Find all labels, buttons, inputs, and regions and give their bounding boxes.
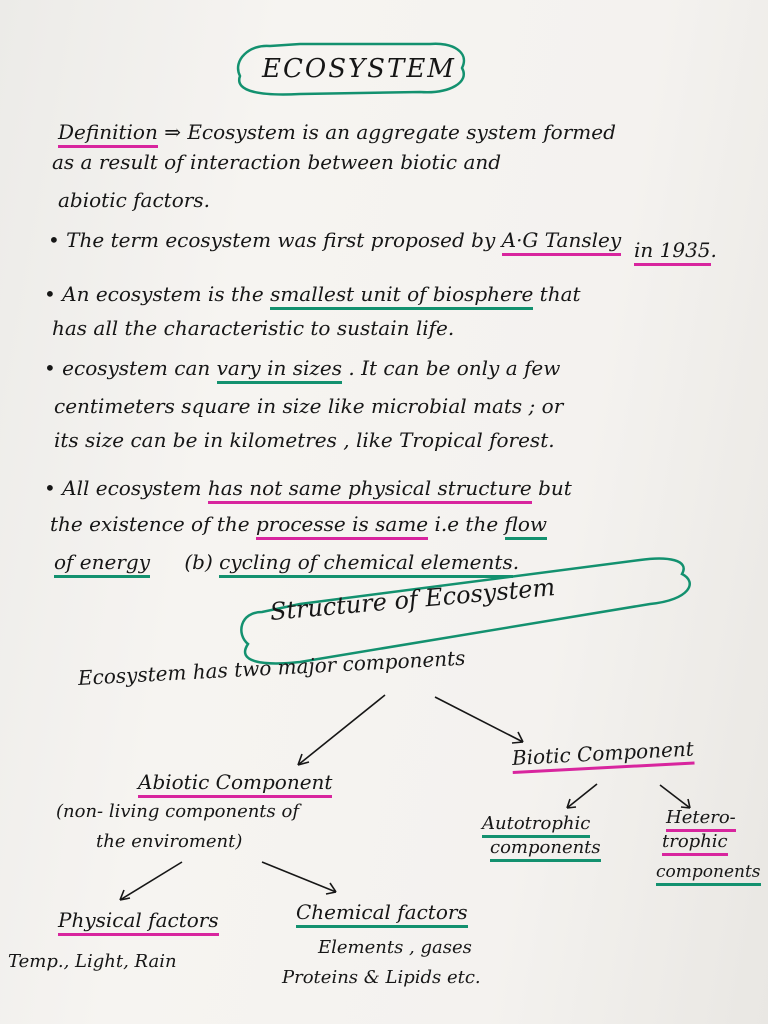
- implies-arrow-icon: ⇒: [164, 120, 181, 144]
- autotrophic-components-text: components: [490, 837, 601, 862]
- point-4-text-d: the existence of the: [50, 512, 250, 536]
- definition-text-3: abiotic factors.: [58, 188, 210, 212]
- autotrophic-text: Autotrophic: [482, 813, 590, 838]
- definition-text-1: Ecosystem is an aggregate system formed: [187, 120, 616, 144]
- point-4-text-a: • All ecosystem: [44, 476, 202, 500]
- physical-structure-phrase: has not same physical structure: [208, 476, 532, 504]
- point-4-text-c: but: [538, 476, 572, 500]
- definition-line-1: [58, 120, 616, 144]
- physical-factors-label: [58, 908, 219, 932]
- point-3-line-2: centimeters square in size like microbial mats ; or: [54, 394, 564, 418]
- smallest-unit-phrase: smallest unit of biosphere: [270, 282, 533, 310]
- autotrophic-label-1: [482, 812, 590, 836]
- heterotrophic-label-1: [666, 806, 736, 830]
- point-4-line-1: [44, 476, 572, 500]
- chemical-factors-label: [296, 900, 468, 924]
- structure-intro: Ecosystem has two major components: [77, 645, 466, 690]
- point-1-year-line: [634, 238, 717, 262]
- arrow-to-autotrophic: [567, 784, 597, 808]
- trophic-text: trophic: [662, 831, 728, 856]
- point-3-text-a: • ecosystem can: [44, 356, 211, 380]
- page-title: ECOSYSTEM: [262, 54, 456, 84]
- chemical-examples-2: Proteins & Lipids etc.: [282, 967, 481, 988]
- definition-text-2: as a result of interaction between biotic and: [52, 150, 502, 174]
- hetero-text: Hetero-: [666, 807, 736, 832]
- flow-word: flow: [505, 512, 548, 540]
- heterotrophic-label-3: [656, 860, 761, 884]
- tansley-name: A·G Tansley: [502, 228, 622, 256]
- point-3-line-3: its size can be in kilometres , like Tropical forest.: [54, 428, 555, 452]
- vary-in-sizes-phrase: vary in sizes: [217, 356, 342, 384]
- point-3-text-c: . It can be only a few: [348, 356, 561, 380]
- point-2-line-2: has all the characteristic to sustain life.: [52, 316, 455, 340]
- point-4-text-f: i.e the: [434, 512, 499, 536]
- chemical-examples-1: Elements , gases: [318, 937, 472, 958]
- arrow-to-biotic: [435, 697, 523, 742]
- physical-factors-examples: Temp., Light, Rain: [8, 951, 177, 972]
- point-1-text: • The term ecosystem was first proposed by: [48, 228, 496, 252]
- abiotic-component-label: [138, 770, 332, 794]
- arrow-to-abiotic: [298, 695, 385, 765]
- chemical-factors-text: Chemical factors: [296, 900, 468, 928]
- abiotic-label-text: Abiotic Component: [138, 770, 332, 798]
- physical-factors-text: Physical factors: [58, 908, 219, 936]
- point-2-text-c: that: [539, 282, 581, 306]
- heterotrophic-label-2: [662, 830, 728, 854]
- point-2-text-a: • An ecosystem is the: [44, 282, 264, 306]
- point-4-line-2: [50, 512, 547, 536]
- point-4-b-marker: (b): [184, 550, 213, 574]
- autotrophic-label-2: [490, 836, 601, 860]
- tansley-year: in 1935: [634, 238, 711, 266]
- hetero-components-text: components: [656, 862, 761, 886]
- arrow-to-chemical: [262, 862, 336, 892]
- cycling-phrase: cycling of chemical elements: [219, 550, 513, 578]
- arrow-to-heterotrophic: [660, 785, 690, 808]
- point-2-line-1: [44, 282, 581, 306]
- point-1-period: .: [710, 238, 717, 262]
- point-3-line-1: [44, 356, 560, 380]
- definition-label: Definition: [58, 120, 158, 148]
- abiotic-desc-2: the enviroment): [96, 831, 243, 852]
- structure-heading: Structure of Ecosystem: [268, 573, 557, 626]
- of-energy-phrase: of energy: [54, 550, 150, 578]
- point-4-period: .: [512, 550, 520, 574]
- biotic-label-text: Biotic Component: [511, 736, 694, 773]
- process-same-phrase: processe is same: [256, 512, 428, 540]
- point-4-line-3: [54, 550, 519, 574]
- arrow-to-physical: [120, 862, 182, 900]
- point-1-line-1: [48, 228, 621, 252]
- abiotic-desc-1: (non- living components of: [56, 801, 299, 822]
